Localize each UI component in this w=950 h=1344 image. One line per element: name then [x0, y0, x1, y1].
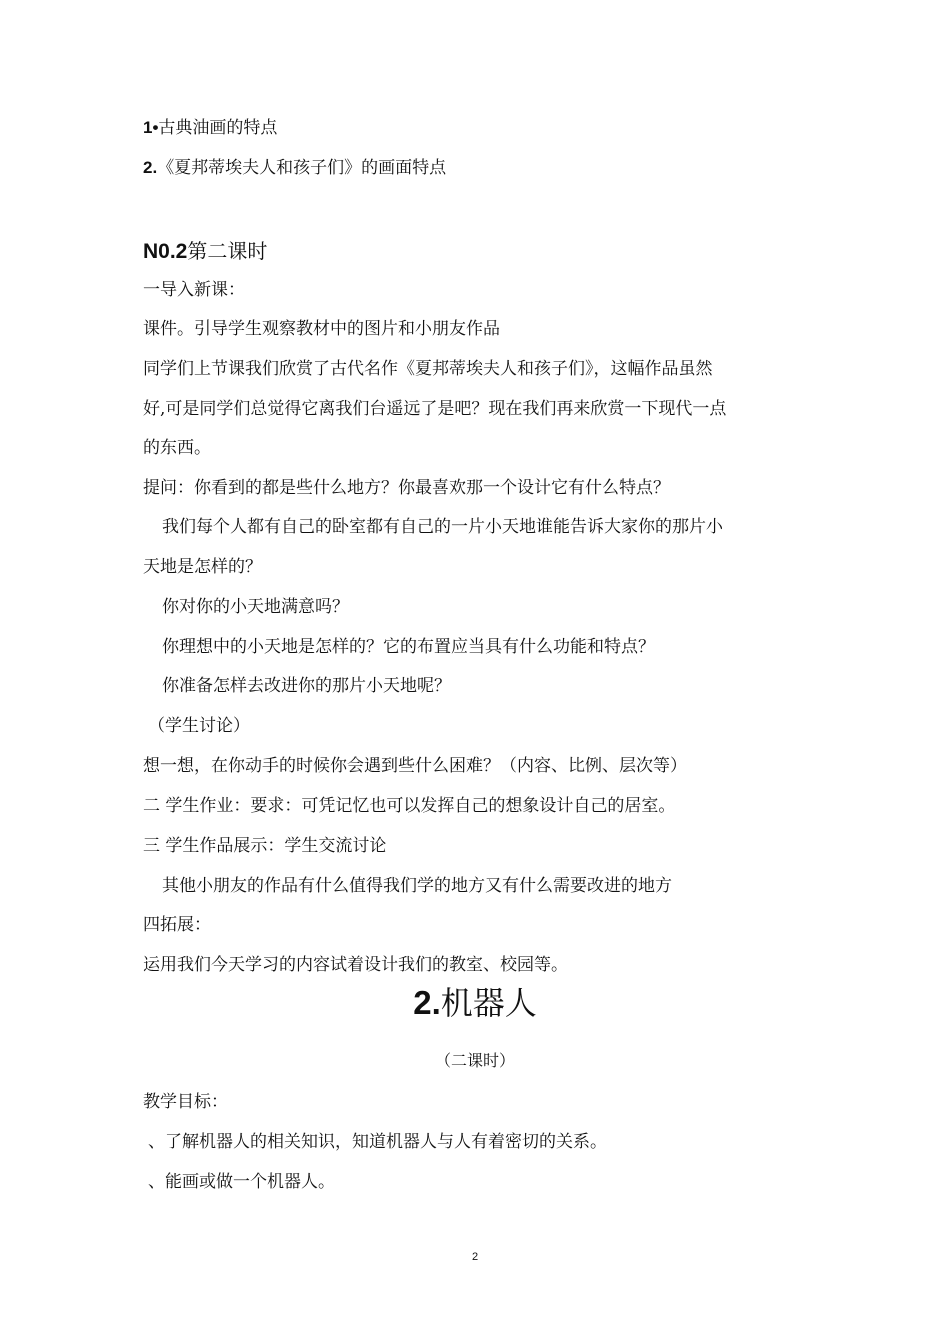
- goal-item: 、了解机器人的相关知识，知道机器人与人有着密切的关系。: [148, 1132, 607, 1152]
- paragraph-line: 你准备怎样去改进你的那片小天地呢？: [162, 676, 451, 696]
- list-number: 1•: [143, 118, 159, 137]
- paragraph-line: 想一想，在你动手的时候你会遇到些什么困难？（内容、比例、层次等）: [143, 756, 687, 776]
- paragraph-line: 好,可是同学们总觉得它离我们台遥远了是吧？现在我们再来欣赏一下现代一点: [143, 399, 727, 419]
- section-number: N0.2: [143, 240, 188, 263]
- page-number: 2: [471, 1251, 479, 1263]
- paragraph-line: 的东西。: [143, 438, 211, 458]
- paragraph-line: 课件。引导学生观察教材中的图片和小朋友作品: [143, 319, 500, 339]
- paragraph-line: 二 学生作业：要求：可凭记忆也可以发挥自己的想象设计自己的居室。: [143, 796, 676, 816]
- paragraph-line: 运用我们今天学习的内容试着设计我们的教室、校园等。: [143, 955, 568, 975]
- paragraph-line: 四拓展：: [143, 915, 211, 935]
- paragraph-line: 你对你的小天地满意吗？: [162, 597, 349, 617]
- lesson-title-text: 机器人: [440, 984, 537, 1022]
- list-item-1: [143, 117, 277, 139]
- lesson-subtitle: （二课时）: [434, 1051, 515, 1070]
- paragraph-line: （学生讨论）: [148, 716, 250, 736]
- goal-item: 、能画或做一个机器人。: [148, 1172, 335, 1192]
- paragraph-line: 提问：你看到的都是些什么地方？你最喜欢那一个设计它有什么特点？: [143, 478, 670, 498]
- list-item-2: [143, 157, 446, 179]
- list-item-text: 古典油画的特点: [158, 118, 278, 138]
- paragraph-line: 其他小朋友的作品有什么值得我们学的地方又有什么需要改进的地方: [162, 876, 672, 896]
- paragraph-line: 天地是怎样的？: [143, 557, 262, 577]
- lesson-title: [0, 983, 950, 1023]
- section-heading: [143, 238, 267, 265]
- lesson-number: 2.: [413, 984, 441, 1021]
- paragraph-line: 一导入新课：: [143, 280, 245, 300]
- section-title: 第二课时: [187, 239, 268, 263]
- list-item-text: 《夏邦蒂埃夫人和孩子们》的画面特点: [157, 158, 447, 178]
- paragraph-line: 同学们上节课我们欣赏了古代名作《夏邦蒂埃夫人和孩子们》，这幅作品虽然: [143, 359, 713, 379]
- paragraph-line: 我们每个人都有自己的卧室都有自己的一片小天地谁能告诉大家你的那片小: [162, 517, 723, 537]
- paragraph-line: 三 学生作品展示：学生交流讨论: [143, 836, 387, 856]
- list-number: 2.: [143, 158, 158, 177]
- goals-label: 教学目标：: [143, 1092, 228, 1112]
- paragraph-line: 你理想中的小天地是怎样的？它的布置应当具有什么功能和特点？: [162, 637, 655, 657]
